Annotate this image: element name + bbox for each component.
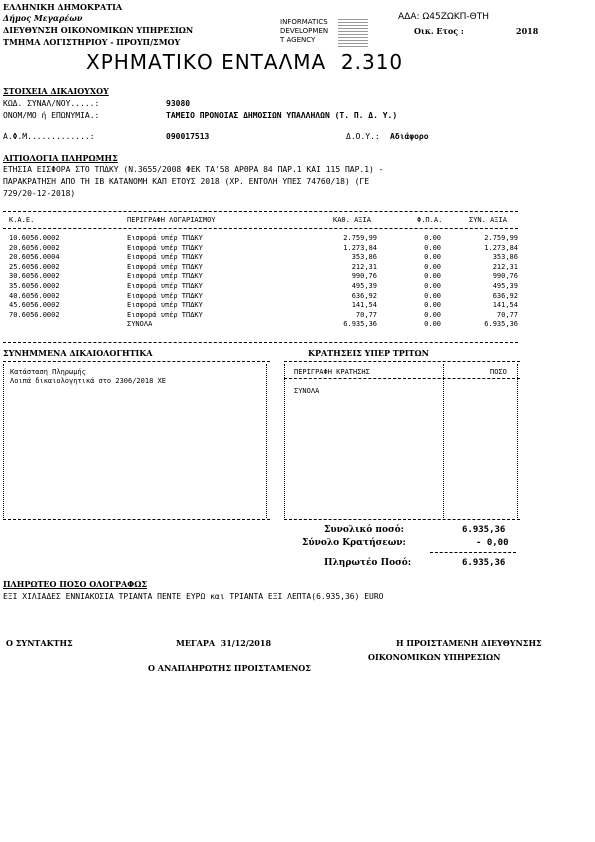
documents-right-border: [266, 364, 267, 518]
account-sum-3: 353,86: [492, 253, 518, 262]
page-title: ΧΡΗΜΑΤΙΚΟ ΕΝΤΑΛΜΑ 2.310: [86, 50, 404, 74]
signature-director-line-2: ΟΙΚΟΝΟΜΙΚΩΝ ΥΠΗΡΕΣΙΩΝ: [368, 652, 501, 662]
accounts-total-vat: 0.00: [424, 320, 441, 329]
accounts-header-rule: [3, 228, 518, 229]
account-vat-4: 0.00: [424, 262, 441, 271]
account-code-6: 35.6056.0002: [9, 282, 60, 290]
signature-director-line-1: Η ΠΡΟΙΣΤΑΜΕΝΗ ΔΙΕΥΘΥΝΣΗΣ: [396, 638, 542, 648]
document-item-2: Λοιπά δικαιολογητικά στο 2306/2018 ΧΕ: [10, 377, 166, 385]
payable-amount-value: 6.935,36: [462, 558, 506, 568]
deductions-total-value: - 0,00: [476, 538, 509, 548]
account-description-3: Εισφορά υπέρ ΤΠΔΚΥ: [127, 253, 203, 262]
account-code-9: 70.6056.0002: [9, 310, 60, 319]
account-code-3: 20.6056.0004: [9, 253, 60, 262]
account-sum-1: 2.759,99: [484, 234, 518, 242]
fiscal-year: 2018: [516, 26, 539, 36]
signature-place-date: ΜΕΓΑΡΑ 31/12/2018: [176, 638, 272, 648]
account-sum-7: 636,92: [492, 291, 518, 300]
documents-label: ΣΥΝΗΜΜΕΝΑ ΔΙΚΑΙΟΛΟΓΗΤΙΚΑ: [3, 348, 153, 358]
account-net-6: 495,39: [351, 282, 377, 290]
account-vat-8: 0.00: [424, 301, 441, 310]
account-vat-2: 0.00: [424, 243, 441, 252]
account-net-2: 1.273,84: [343, 243, 377, 252]
accounts-total-label: ΣΥΝΟΛΑ: [127, 320, 153, 329]
col-header-vat: Φ.Π.Α.: [417, 216, 443, 224]
afm-value: 090017513: [166, 132, 210, 141]
account-description-9: Εισφορά υπέρ ΤΠΔΚΥ: [127, 310, 203, 319]
col-header-sum: ΣΥΝ. ΑΞΙΑ: [469, 216, 507, 224]
account-code-4: 25.6056.0002: [9, 262, 60, 271]
justification-label: ΑΙΤΙΟΛΟΓΙΑ ΠΛΗΡΩΜΗΣ: [3, 153, 118, 163]
account-sum-5: 990,76: [492, 272, 518, 281]
account-description-1: Εισφορά υπέρ ΤΠΔΚΥ: [127, 234, 203, 242]
account-sum-6: 495,39: [492, 282, 518, 290]
beneficiary-name: ΤΑΜΕΙΟ ΠΡΟΝΟΙΑΣ ΔΗΜΟΣΙΩΝ ΥΠΑΛΛΗΛΩΝ (Τ. Π. Δ. Υ.): [166, 111, 398, 120]
ada-code: ΑΔΑ: Ω45ΖΩΚΠ-ΘΤΗ: [398, 12, 490, 22]
accounts-total-sum: 6.935,36: [484, 320, 518, 329]
account-net-4: 212,31: [351, 262, 377, 271]
deductions-header-rule: [284, 378, 520, 379]
totals-rule: [430, 552, 516, 553]
deductions-right-border: [517, 364, 518, 518]
header-line-1: ΕΛΛΗΝΙΚΗ ΔΗΜΟΚΡΑΤΙΑ: [3, 2, 123, 12]
document-item-1: Κατάσταση Πληρωμής: [10, 368, 86, 376]
accounts-bottom-rule: [3, 342, 518, 343]
deduction-col-amount: ΠΟΣΟ: [490, 368, 507, 376]
documents-left-border: [3, 364, 4, 518]
account-net-5: 990,76: [351, 272, 377, 281]
deductions-mid-border: [443, 364, 444, 518]
justification-line-2: ΠΑΡΑΚΡΑΤΗΣΗ ΑΠΟ ΤΗ ΙΒ ΚΑΤΑΝΟΜΗ ΚΑΠ ΕΤΟΥΣ 2018 (ΧΡ. ΕΝΤΟΛΗ ΥΠΕΣ 74760/18) (ΓΕ: [3, 177, 370, 186]
account-sum-2: 1.273,84: [484, 243, 518, 252]
agency-logo: [280, 18, 370, 50]
account-code-2: 20.6056.0002: [9, 243, 60, 252]
account-description-4: Εισφορά υπέρ ΤΠΔΚΥ: [127, 262, 203, 271]
deductions-label: ΚΡΑΤΗΣΕΙΣ ΥΠΕΡ ΤΡΙΤΩΝ: [308, 348, 429, 358]
account-vat-7: 0.00: [424, 291, 441, 300]
header-line-4: ΤΜΗΜΑ ΛΟΓΙΣΤΗΡΙΟΥ - ΠΡΟΥΠ/ΣΜΟΥ: [3, 37, 181, 47]
beneficiary-section-label: ΣΤΟΙΧΕΙΑ ΔΙΚΑΙΟΥΧΟΥ: [3, 86, 109, 96]
doy-value: Αδιάφορο: [390, 132, 429, 141]
logo-line-2: DEVELOPMEN: [280, 27, 329, 35]
accounts-rows: [3, 234, 521, 340]
fiscal-year-label: Οικ. Ετος :: [414, 26, 464, 36]
documents-top-rule: [3, 361, 270, 362]
header-line-3: ΔΙΕΥΘΥΝΣΗ ΟΙΚΟΝΟΜΙΚΩΝ ΥΠΗΡΕΣΙΩΝ: [3, 25, 194, 35]
logo-line-1: INFORMATICS: [280, 18, 328, 26]
account-vat-9: 0.00: [424, 310, 441, 319]
deductions-top-rule: [284, 361, 520, 362]
account-code-8: 45.6056.0002: [9, 301, 60, 310]
account-sum-4: 212,31: [492, 262, 518, 271]
account-code-7: 40.6056.0002: [9, 291, 60, 300]
account-sum-8: 141,54: [492, 301, 518, 310]
afm-label: Α.Φ.Μ.............:: [3, 132, 95, 141]
deduction-col-desc: ΠΕΡΙΓΡΑΦΗ ΚΡΑΤΗΣΗΣ: [294, 368, 370, 376]
account-net-7: 636,92: [351, 291, 377, 300]
total-amount-value: 6.935,36: [462, 525, 506, 535]
deductions-total-label-summary: Σύνολο Κρατήσεων:: [302, 538, 406, 548]
beneficiary-code-label: ΚΩΔ. ΣΥΝΑΛ/ΝΟΥ.....:: [3, 99, 100, 108]
deductions-bottom-rule: [284, 519, 520, 520]
deductions-total-label: ΣΥΝΟΛΑ: [294, 387, 320, 395]
total-amount-label: Συνολικό ποσό:: [324, 525, 404, 535]
account-sum-9: 70,77: [496, 310, 518, 319]
justification-line-3: 729/20-12-2018): [3, 189, 76, 198]
header-line-2: Δήμος Μεγαρέων: [3, 13, 83, 23]
account-net-8: 141,54: [351, 301, 377, 310]
accounts-total-net: 6.935,36: [343, 320, 377, 329]
account-description-5: Εισφορά υπέρ ΤΠΔΚΥ: [127, 272, 203, 281]
account-net-9: 70,77: [355, 310, 377, 319]
signature-deputy: Ο ΑΝΑΠΛΗΡΩΤΗΣ ΠΡΟΙΣΤΑΜΕΝΟΣ: [148, 663, 311, 673]
justification-line-1: ΕΤΗΣΙΑ ΕΙΣΦΟΡΑ ΣΤΟ ΤΠΔΚΥ (Ν.3655/2008 ΦΕΚ ΤΑ'58 ΑΡΘΡΑ 84 ΠΑΡ.1 ΚΑΙ 115 ΠΑΡ.1) -: [3, 165, 384, 174]
account-description-2: Εισφορά υπέρ ΤΠΔΚΥ: [127, 243, 203, 252]
account-vat-5: 0.00: [424, 272, 441, 281]
beneficiary-name-label: ΟΝΟΜ/ΜΟ ή ΕΠΩΝΥΜΙΑ.:: [3, 111, 100, 120]
documents-bottom-rule: [3, 519, 270, 520]
doy-label: Δ.Ο.Υ.:: [346, 132, 380, 141]
deductions-left-border: [284, 364, 285, 518]
account-description-8: Εισφορά υπέρ ΤΠΔΚΥ: [127, 301, 203, 310]
col-header-description: ΠΕΡΙΓΡΑΦΗ ΛΟΓΑΡΙΑΣΜΟΥ: [127, 216, 216, 224]
payable-amount-label: Πληρωτέο Ποσό:: [324, 558, 412, 568]
amount-words-text: ΕΞΙ ΧΙΛΙΑΔΕΣ ΕΝΝΙΑΚΟΣΙΑ ΤΡΙΑΝΤΑ ΠΕΝΤΕ ΕΥΡΩ και ΤΡΙΑΝΤΑ ΕΞΙ ΛΕΠΤΑ(6.935,36) EURO: [3, 592, 384, 601]
account-net-1: 2.759,99: [343, 234, 377, 242]
accounts-top-rule: [3, 211, 518, 212]
amount-words-label: ΠΛΗΡΩΤΕΟ ΠΟΣΟ ΟΛΟΓΡΑΦΩΣ: [3, 579, 147, 589]
account-code-1: 10.6056.0002: [9, 234, 60, 242]
logo-line-3: T AGENCY: [280, 36, 316, 44]
account-net-3: 353,86: [351, 253, 377, 262]
col-header-kae: Κ.Α.Ε.: [9, 216, 35, 224]
account-vat-1: 0.00: [424, 234, 441, 242]
beneficiary-code: 93080: [166, 99, 191, 108]
account-vat-6: 0.00: [424, 282, 441, 290]
col-header-net: ΚΑΘ. ΑΞΙΑ: [333, 216, 371, 224]
account-description-6: Εισφορά υπέρ ΤΠΔΚΥ: [127, 282, 203, 290]
account-vat-3: 0.00: [424, 253, 441, 262]
signature-author: Ο ΣΥΝΤΑΚΤΗΣ: [6, 638, 73, 648]
account-description-7: Εισφορά υπέρ ΤΠΔΚΥ: [127, 291, 203, 300]
account-code-5: 30.6056.0002: [9, 272, 60, 281]
